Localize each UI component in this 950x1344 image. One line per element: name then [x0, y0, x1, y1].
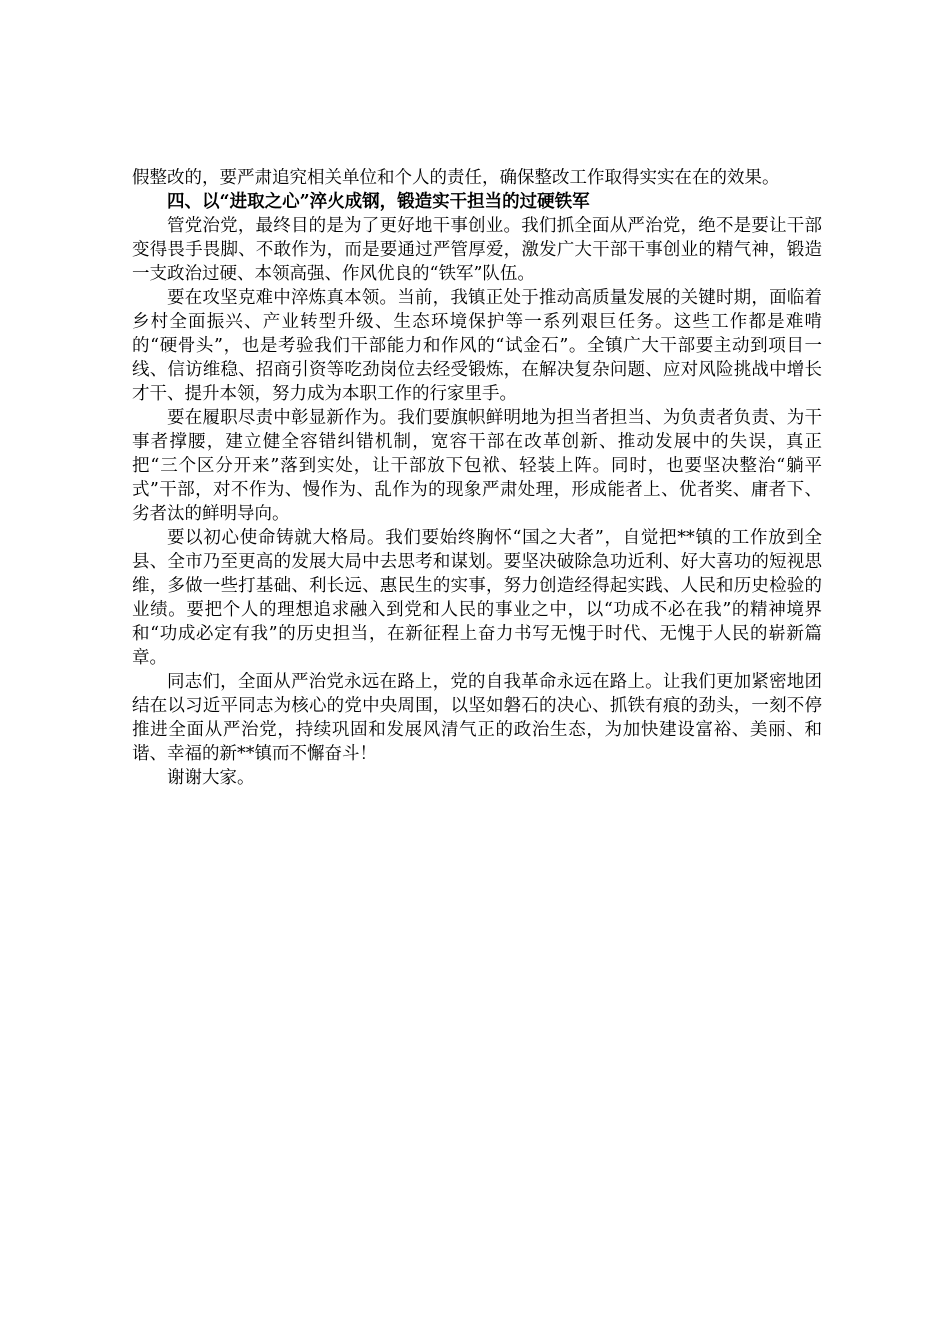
paragraph: 要以初心使命铸就大格局。我们要始终胸怀“国之大者”，自觉把**镇的工作放到全县、全市乃至更高的发展大局中去思考和谋划。要坚决破除急功近利、好大喜功的短视思维，多做一些打基础、利长远、惠民生的实事，努力创造经得起实践、人民和历史检验的业绩。要把个人的理想追求融入到党和人民的事业之中，以“功成不必在我”的精神境界和“功成必定有我”的历史担当，在新征程上奋力书写无愧于时代、无愧于人民的崭新篇章。 — [132, 528, 822, 668]
paragraph-continued: 假整改的，要严肃追究相关单位和个人的责任，确保整改工作取得实实在在的效果。 — [132, 168, 780, 188]
section-heading: 四、以“进取之心”淬火成钢，锻造实干担当的过硬铁军 — [167, 192, 590, 212]
document-body — [132, 166, 822, 790]
paragraph: 要在攻坚克难中淬炼真本领。当前，我镇正处于推动高质量发展的关键时期，面临着乡村全面振兴、产业转型升级、生态环境保护等一系列艰巨任务。这些工作都是难啃的“硬骨头”，也是考验我们干部能力和作风的“试金石”。全镇广大干部要主动到项目一线、信访维稳、招商引资等吃劲岗位去经受锻炼，在解决复杂问题、应对风险挑战中增长才干、提升本领，努力成为本职工作的行家里手。 — [132, 288, 822, 404]
paragraph-closing: 同志们，全面从严治党永远在路上，党的自我革命永远在路上。让我们更加紧密地团结在以习近平同志为核心的党中央周围，以坚如磐石的决心、抓铁有痕的劲头，一刻不停推进全面从严治党，持续巩固和发展风清气正的政治生态，为加快建设富裕、美丽、和谐、幸福的新**镇而不懈奋斗！ — [132, 672, 822, 764]
paragraph-thanks: 谢谢大家。 — [167, 768, 255, 788]
paragraph: 管党治党，最终目的是为了更好地干事创业。我们抓全面从严治党，绝不是要让干部变得畏手畏脚、不敢作为，而是要通过严管厚爱，激发广大干部干事创业的精气神，锻造一支政治过硬、本领高强、作风优良的“铁军”队伍。 — [132, 216, 822, 284]
paragraph: 要在履职尽责中彰显新作为。我们要旗帜鲜明地为担当者担当、为负责者负责、为干事者撑腰，建立健全容错纠错机制，宽容干部在改革创新、推动发展中的失误，真正把“三个区分开来”落到实处，让干部放下包袱、轻装上阵。同时，也要坚决整治“躺平式”干部，对不作为、慢作为、乱作为的现象严肃处理，形成能者上、优者奖、庸者下、劣者汰的鲜明导向。 — [132, 408, 822, 524]
